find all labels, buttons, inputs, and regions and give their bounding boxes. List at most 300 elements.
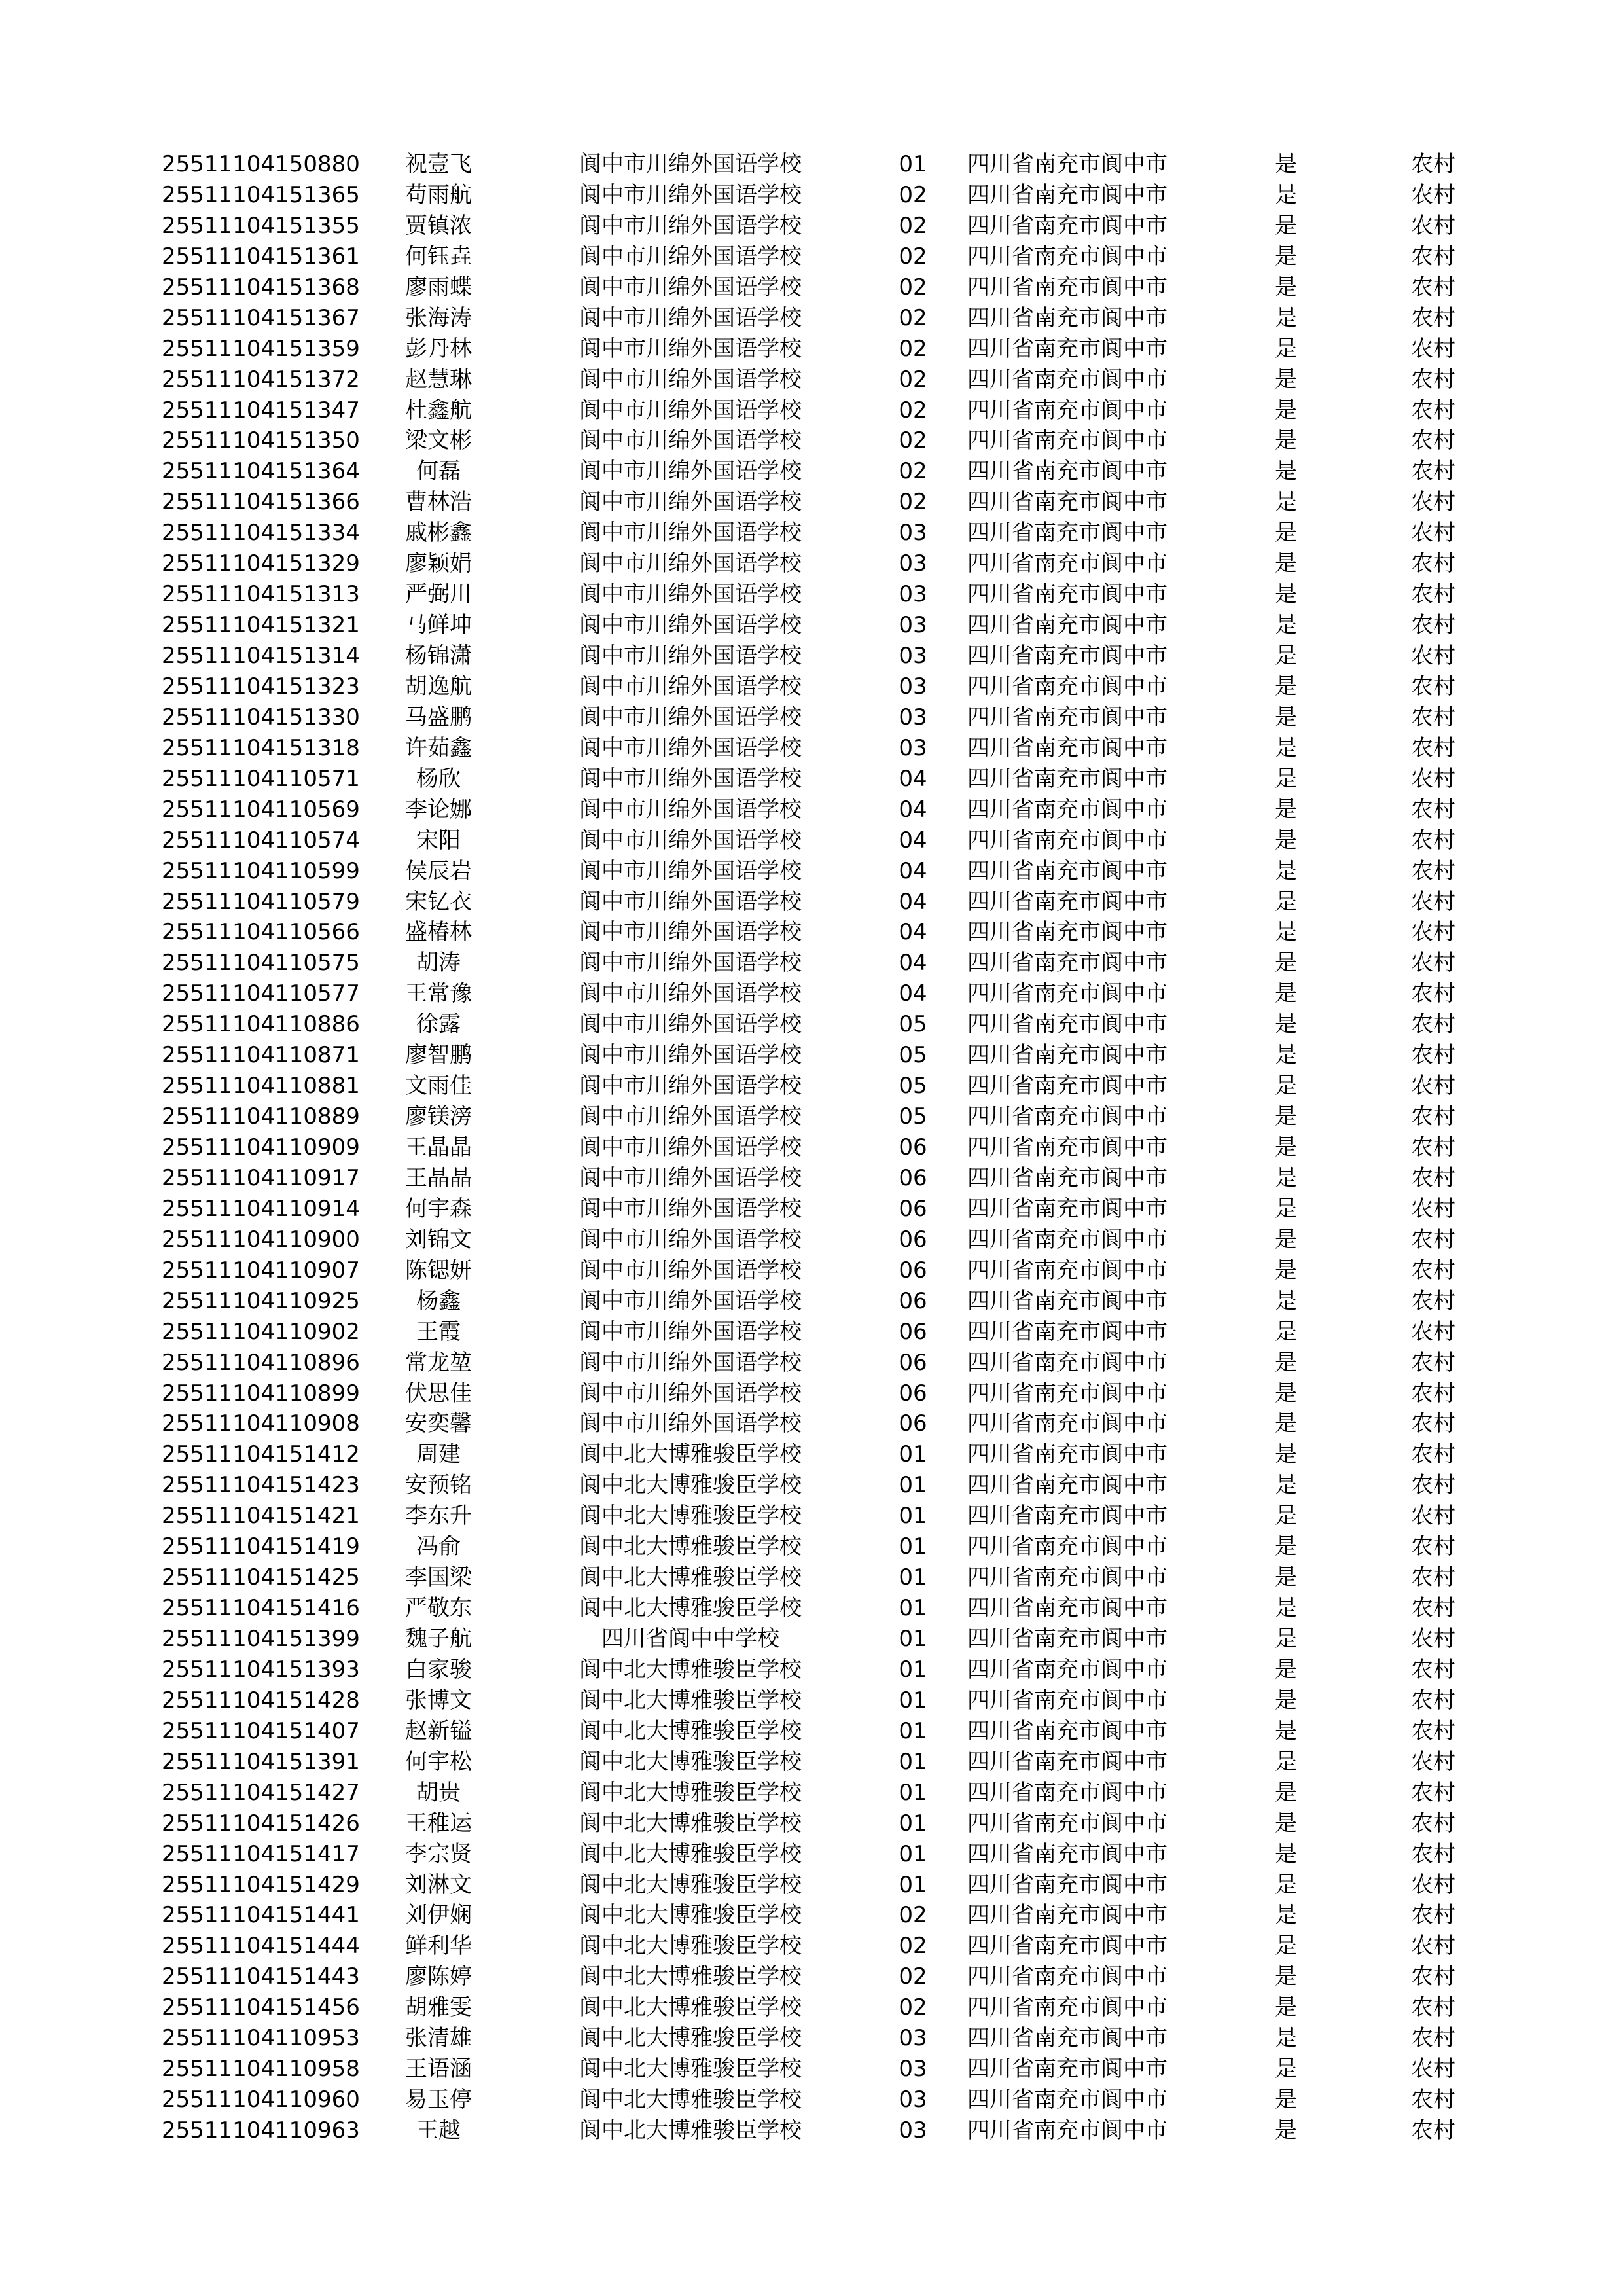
region-cell: 四川省南充市阆中市 — [967, 520, 1168, 547]
class-cell: 02 — [899, 458, 927, 485]
table-row — [0, 1593, 1623, 1624]
school-cell: 阆中市川绵外国语学校 — [579, 1226, 802, 1253]
class-cell: 03 — [899, 581, 927, 608]
school-cell: 阆中市川绵外国语学校 — [579, 1011, 802, 1038]
class-cell: 04 — [899, 980, 927, 1007]
school-cell: 阆中市川绵外国语学校 — [579, 919, 802, 946]
area-type-cell: 农村 — [1411, 458, 1455, 485]
class-cell: 02 — [899, 181, 927, 208]
student-id-cell: 25511104151329 — [162, 550, 360, 577]
student-id-cell: 25511104110574 — [162, 827, 360, 853]
student-name-cell: 张博文 — [405, 1687, 472, 1713]
region-cell: 四川省南充市阆中市 — [967, 1626, 1168, 1652]
flag-cell: 是 — [1275, 857, 1297, 884]
student-name-cell: 李东升 — [405, 1503, 472, 1530]
area-type-cell: 农村 — [1411, 550, 1455, 577]
flag-cell: 是 — [1275, 181, 1297, 208]
school-cell: 阆中市川绵外国语学校 — [579, 520, 802, 547]
class-cell: 06 — [899, 1287, 927, 1314]
student-id-cell: 25511104151347 — [162, 397, 360, 423]
school-cell: 阆中市川绵外国语学校 — [579, 181, 802, 208]
student-id-cell: 25511104110899 — [162, 1380, 360, 1407]
student-name-cell: 刘伊娴 — [405, 1902, 472, 1929]
flag-cell: 是 — [1275, 1472, 1297, 1499]
class-cell: 02 — [899, 366, 927, 393]
region-cell: 四川省南充市阆中市 — [967, 1103, 1168, 1130]
student-name-cell: 常龙堃 — [405, 1349, 472, 1376]
region-cell: 四川省南充市阆中市 — [967, 489, 1168, 516]
class-cell: 02 — [899, 1933, 927, 1960]
area-type-cell: 农村 — [1411, 673, 1455, 700]
student-id-cell: 25511104151366 — [162, 489, 360, 516]
school-cell: 阆中市川绵外国语学校 — [579, 212, 802, 239]
flag-cell: 是 — [1275, 1748, 1297, 1775]
region-cell: 四川省南充市阆中市 — [967, 1073, 1168, 1100]
table-row — [0, 1562, 1623, 1593]
student-name-cell: 安预铭 — [405, 1472, 472, 1499]
region-cell: 四川省南充市阆中市 — [967, 734, 1168, 761]
area-type-cell: 农村 — [1411, 950, 1455, 977]
class-cell: 04 — [899, 765, 927, 792]
school-cell: 阆中市川绵外国语学校 — [579, 857, 802, 884]
flag-cell: 是 — [1275, 2087, 1297, 2113]
school-cell: 四川省阆中中学校 — [601, 1626, 779, 1652]
class-cell: 04 — [899, 950, 927, 977]
student-id-cell: 25511104151426 — [162, 1810, 360, 1837]
student-id-cell: 25511104151368 — [162, 274, 360, 300]
region-cell: 四川省南充市阆中市 — [967, 704, 1168, 730]
student-name-cell: 贾镇浓 — [405, 212, 472, 239]
table-row — [0, 641, 1623, 672]
region-cell: 四川省南充市阆中市 — [967, 612, 1168, 639]
flag-cell: 是 — [1275, 950, 1297, 977]
student-name-cell: 杜鑫航 — [405, 397, 472, 423]
school-cell: 阆中北大博雅骏臣学校 — [579, 1964, 802, 1990]
region-cell: 四川省南充市阆中市 — [967, 581, 1168, 608]
class-cell: 06 — [899, 1164, 927, 1191]
class-cell: 06 — [899, 1226, 927, 1253]
table-row — [0, 1501, 1623, 1532]
school-cell: 阆中市川绵外国语学校 — [579, 888, 802, 915]
class-cell: 03 — [899, 520, 927, 547]
student-name-cell: 杨鑫 — [416, 1287, 461, 1314]
student-id-cell: 25511104150880 — [162, 151, 360, 177]
region-cell: 四川省南充市阆中市 — [967, 1534, 1168, 1560]
student-id-cell: 25511104110886 — [162, 1011, 360, 1038]
area-type-cell: 农村 — [1411, 796, 1455, 823]
student-id-cell: 25511104151330 — [162, 704, 360, 730]
class-cell: 06 — [899, 1195, 927, 1222]
student-name-cell: 文雨佳 — [405, 1073, 472, 1100]
flag-cell: 是 — [1275, 1103, 1297, 1130]
region-cell: 四川省南充市阆中市 — [967, 919, 1168, 946]
student-name-cell: 苟雨航 — [405, 181, 472, 208]
student-name-cell: 杨锦潇 — [405, 643, 472, 669]
flag-cell: 是 — [1275, 1626, 1297, 1652]
flag-cell: 是 — [1275, 1871, 1297, 1898]
flag-cell: 是 — [1275, 1318, 1297, 1345]
school-cell: 阆中市川绵外国语学校 — [579, 151, 802, 177]
student-name-cell: 周建 — [416, 1441, 461, 1468]
flag-cell: 是 — [1275, 581, 1297, 608]
area-type-cell: 农村 — [1411, 1073, 1455, 1100]
table-row — [0, 978, 1623, 1009]
table-row — [0, 1655, 1623, 1685]
class-cell: 06 — [899, 1134, 927, 1160]
region-cell: 四川省南充市阆中市 — [967, 1441, 1168, 1468]
region-cell: 四川省南充市阆中市 — [967, 888, 1168, 915]
area-type-cell: 农村 — [1411, 1441, 1455, 1468]
region-cell: 四川省南充市阆中市 — [967, 765, 1168, 792]
table-row — [0, 1470, 1623, 1501]
school-cell: 阆中市川绵外国语学校 — [579, 1103, 802, 1130]
school-cell: 阆中市川绵外国语学校 — [579, 458, 802, 485]
flag-cell: 是 — [1275, 612, 1297, 639]
student-name-cell: 安奕馨 — [405, 1410, 472, 1437]
school-cell: 阆中北大博雅骏臣学校 — [579, 1994, 802, 2021]
class-cell: 01 — [899, 1534, 927, 1560]
student-name-cell: 戚彬鑫 — [405, 520, 472, 547]
student-id-cell: 25511104110889 — [162, 1103, 360, 1130]
class-cell: 03 — [899, 2087, 927, 2113]
student-name-cell: 宋阳 — [416, 827, 461, 853]
flag-cell: 是 — [1275, 1164, 1297, 1191]
flag-cell: 是 — [1275, 1441, 1297, 1468]
class-cell: 04 — [899, 827, 927, 853]
region-cell: 四川省南充市阆中市 — [967, 2087, 1168, 2113]
class-cell: 02 — [899, 489, 927, 516]
student-name-cell: 严弼川 — [405, 581, 472, 608]
area-type-cell: 农村 — [1411, 181, 1455, 208]
table-row — [0, 518, 1623, 548]
school-cell: 阆中市川绵外国语学校 — [579, 1257, 802, 1283]
school-cell: 阆中北大博雅骏臣学校 — [579, 1534, 802, 1560]
region-cell: 四川省南充市阆中市 — [967, 643, 1168, 669]
flag-cell: 是 — [1275, 1840, 1297, 1867]
student-id-cell: 25511104110914 — [162, 1195, 360, 1222]
table-row — [0, 1225, 1623, 1255]
school-cell: 阆中北大博雅骏臣学校 — [579, 1441, 802, 1468]
student-name-cell: 马鲜坤 — [405, 612, 472, 639]
area-type-cell: 农村 — [1411, 1626, 1455, 1652]
school-cell: 阆中北大博雅骏臣学校 — [579, 1840, 802, 1867]
table-row — [0, 180, 1623, 211]
student-name-cell: 刘淋文 — [405, 1871, 472, 1898]
flag-cell: 是 — [1275, 397, 1297, 423]
table-row — [0, 487, 1623, 518]
school-cell: 阆中北大博雅骏臣学校 — [579, 2025, 802, 2052]
student-name-cell: 廖智鹏 — [405, 1042, 472, 1069]
student-id-cell: 25511104151427 — [162, 1779, 360, 1806]
student-name-cell: 魏子航 — [405, 1626, 472, 1652]
region-cell: 四川省南充市阆中市 — [967, 397, 1168, 423]
table-row — [0, 1839, 1623, 1870]
school-cell: 阆中北大博雅骏臣学校 — [579, 1871, 802, 1898]
table-row — [0, 1808, 1623, 1839]
flag-cell: 是 — [1275, 704, 1297, 730]
flag-cell: 是 — [1275, 1410, 1297, 1437]
student-name-cell: 王常豫 — [405, 980, 472, 1007]
school-cell: 阆中北大博雅骏臣学校 — [579, 1933, 802, 1960]
table-row — [0, 334, 1623, 365]
table-row — [0, 1132, 1623, 1163]
class-cell: 01 — [899, 1840, 927, 1867]
class-cell: 01 — [899, 1503, 927, 1530]
flag-cell: 是 — [1275, 2025, 1297, 2052]
area-type-cell: 农村 — [1411, 1902, 1455, 1929]
area-type-cell: 农村 — [1411, 827, 1455, 853]
class-cell: 02 — [899, 212, 927, 239]
student-id-cell: 25511104151443 — [162, 1964, 360, 1990]
flag-cell: 是 — [1275, 1534, 1297, 1560]
school-cell: 阆中市川绵外国语学校 — [579, 427, 802, 454]
student-id-cell: 25511104110958 — [162, 2056, 360, 2083]
student-name-cell: 侯辰岩 — [405, 857, 472, 884]
region-cell: 四川省南充市阆中市 — [967, 1687, 1168, 1713]
student-name-cell: 许茹鑫 — [405, 734, 472, 761]
flag-cell: 是 — [1275, 550, 1297, 577]
class-cell: 05 — [899, 1103, 927, 1130]
table-row — [0, 242, 1623, 272]
area-type-cell: 农村 — [1411, 1779, 1455, 1806]
student-id-cell: 25511104110566 — [162, 919, 360, 946]
student-name-cell: 胡逸航 — [405, 673, 472, 700]
area-type-cell: 农村 — [1411, 520, 1455, 547]
flag-cell: 是 — [1275, 1933, 1297, 1960]
class-cell: 01 — [899, 1564, 927, 1591]
table-row — [0, 303, 1623, 334]
flag-cell: 是 — [1275, 980, 1297, 1007]
student-name-cell: 张清雄 — [405, 2025, 472, 2052]
student-name-cell: 刘锦文 — [405, 1226, 472, 1253]
student-name-cell: 张海涛 — [405, 304, 472, 331]
table-row — [0, 1962, 1623, 1992]
region-cell: 四川省南充市阆中市 — [967, 1380, 1168, 1407]
student-id-cell: 25511104151441 — [162, 1902, 360, 1929]
region-cell: 四川省南充市阆中市 — [967, 1226, 1168, 1253]
region-cell: 四川省南充市阆中市 — [967, 304, 1168, 331]
area-type-cell: 农村 — [1411, 734, 1455, 761]
table-row — [0, 1931, 1623, 1962]
area-type-cell: 农村 — [1411, 212, 1455, 239]
class-cell: 06 — [899, 1410, 927, 1437]
student-name-cell: 鲜利华 — [405, 1933, 472, 1960]
student-name-cell: 杨欣 — [416, 765, 461, 792]
student-name-cell: 王霞 — [416, 1318, 461, 1345]
area-type-cell: 农村 — [1411, 919, 1455, 946]
area-type-cell: 农村 — [1411, 1226, 1455, 1253]
table-row — [0, 2115, 1623, 2146]
region-cell: 四川省南充市阆中市 — [967, 335, 1168, 362]
class-cell: 05 — [899, 1011, 927, 1038]
flag-cell: 是 — [1275, 888, 1297, 915]
area-type-cell: 农村 — [1411, 888, 1455, 915]
table-row — [0, 579, 1623, 610]
table-row — [0, 1624, 1623, 1655]
area-type-cell: 农村 — [1411, 1103, 1455, 1130]
school-cell: 阆中市川绵外国语学校 — [579, 704, 802, 730]
student-id-cell: 25511104110871 — [162, 1042, 360, 1069]
school-cell: 阆中市川绵外国语学校 — [579, 1349, 802, 1376]
student-name-cell: 严敬东 — [405, 1595, 472, 1622]
class-cell: 01 — [899, 1871, 927, 1898]
table-row — [0, 2054, 1623, 2085]
school-cell: 阆中市川绵外国语学校 — [579, 397, 802, 423]
region-cell: 四川省南充市阆中市 — [967, 458, 1168, 485]
flag-cell: 是 — [1275, 1779, 1297, 1806]
class-cell: 01 — [899, 1717, 927, 1744]
region-cell: 四川省南充市阆中市 — [967, 980, 1168, 1007]
flag-cell: 是 — [1275, 734, 1297, 761]
table-row — [0, 1992, 1623, 2023]
area-type-cell: 农村 — [1411, 1257, 1455, 1283]
class-cell: 02 — [899, 243, 927, 270]
school-cell: 阆中市川绵外国语学校 — [579, 1410, 802, 1437]
region-cell: 四川省南充市阆中市 — [967, 1134, 1168, 1160]
student-id-cell: 25511104110960 — [162, 2087, 360, 2113]
class-cell: 02 — [899, 335, 927, 362]
flag-cell: 是 — [1275, 274, 1297, 300]
class-cell: 01 — [899, 1626, 927, 1652]
flag-cell: 是 — [1275, 335, 1297, 362]
region-cell: 四川省南充市阆中市 — [967, 366, 1168, 393]
area-type-cell: 农村 — [1411, 1042, 1455, 1069]
table-row — [0, 1747, 1623, 1778]
area-type-cell: 农村 — [1411, 1748, 1455, 1775]
student-name-cell: 胡涛 — [416, 950, 461, 977]
table-row — [0, 702, 1623, 733]
region-cell: 四川省南充市阆中市 — [967, 1287, 1168, 1314]
school-cell: 阆中市川绵外国语学校 — [579, 304, 802, 331]
student-id-cell: 25511104110917 — [162, 1164, 360, 1191]
student-id-cell: 25511104110577 — [162, 980, 360, 1007]
school-cell: 阆中市川绵外国语学校 — [579, 1287, 802, 1314]
school-cell: 阆中市川绵外国语学校 — [579, 1134, 802, 1160]
flag-cell: 是 — [1275, 304, 1297, 331]
region-cell: 四川省南充市阆中市 — [967, 1810, 1168, 1837]
student-id-cell: 25511104151313 — [162, 581, 360, 608]
area-type-cell: 农村 — [1411, 980, 1455, 1007]
flag-cell: 是 — [1275, 458, 1297, 485]
area-type-cell: 农村 — [1411, 1810, 1455, 1837]
area-type-cell: 农村 — [1411, 1380, 1455, 1407]
area-type-cell: 农村 — [1411, 643, 1455, 669]
table-row — [0, 1102, 1623, 1132]
class-cell: 03 — [899, 2056, 927, 2083]
school-cell: 阆中市川绵外国语学校 — [579, 335, 802, 362]
area-type-cell: 农村 — [1411, 2025, 1455, 2052]
student-name-cell: 易玉停 — [405, 2087, 472, 2113]
student-name-cell: 胡雅雯 — [405, 1994, 472, 2021]
table-row — [0, 1040, 1623, 1071]
area-type-cell: 农村 — [1411, 765, 1455, 792]
student-name-cell: 廖颖娟 — [405, 550, 472, 577]
student-name-cell: 廖镁滂 — [405, 1103, 472, 1130]
student-id-cell: 25511104110908 — [162, 1410, 360, 1437]
flag-cell: 是 — [1275, 1257, 1297, 1283]
flag-cell: 是 — [1275, 489, 1297, 516]
region-cell: 四川省南充市阆中市 — [967, 1564, 1168, 1591]
area-type-cell: 农村 — [1411, 151, 1455, 177]
student-id-cell: 25511104151419 — [162, 1534, 360, 1560]
student-name-cell: 冯俞 — [416, 1534, 461, 1560]
student-id-cell: 25511104151412 — [162, 1441, 360, 1468]
table-row — [0, 917, 1623, 948]
flag-cell: 是 — [1275, 520, 1297, 547]
flag-cell: 是 — [1275, 1717, 1297, 1744]
area-type-cell: 农村 — [1411, 1595, 1455, 1622]
school-cell: 阆中北大博雅骏臣学校 — [579, 1717, 802, 1744]
flag-cell: 是 — [1275, 827, 1297, 853]
school-cell: 阆中北大博雅骏臣学校 — [579, 1902, 802, 1929]
region-cell: 四川省南充市阆中市 — [967, 1503, 1168, 1530]
school-cell: 阆中市川绵外国语学校 — [579, 980, 802, 1007]
school-cell: 阆中市川绵外国语学校 — [579, 550, 802, 577]
student-name-cell: 胡贵 — [416, 1779, 461, 1806]
class-cell: 01 — [899, 151, 927, 177]
flag-cell: 是 — [1275, 1810, 1297, 1837]
school-cell: 阆中北大博雅骏臣学校 — [579, 2087, 802, 2113]
table-row — [0, 1009, 1623, 1040]
student-id-cell: 25511104151391 — [162, 1748, 360, 1775]
school-cell: 阆中市川绵外国语学校 — [579, 1195, 802, 1222]
flag-cell: 是 — [1275, 1964, 1297, 1990]
student-name-cell: 白家骏 — [405, 1656, 472, 1683]
school-cell: 阆中市川绵外国语学校 — [579, 734, 802, 761]
student-id-cell: 25511104110881 — [162, 1073, 360, 1100]
student-id-cell: 25511104151361 — [162, 243, 360, 270]
table-row — [0, 1439, 1623, 1470]
class-cell: 02 — [899, 274, 927, 300]
class-cell: 04 — [899, 888, 927, 915]
flag-cell: 是 — [1275, 1349, 1297, 1376]
area-type-cell: 农村 — [1411, 1195, 1455, 1222]
table-row — [0, 2023, 1623, 2054]
region-cell: 四川省南充市阆中市 — [967, 1349, 1168, 1376]
flag-cell: 是 — [1275, 243, 1297, 270]
region-cell: 四川省南充市阆中市 — [967, 550, 1168, 577]
flag-cell: 是 — [1275, 643, 1297, 669]
table-row — [0, 948, 1623, 978]
student-id-cell: 25511104151417 — [162, 1840, 360, 1867]
student-name-cell: 王晶晶 — [405, 1164, 472, 1191]
table-row — [0, 887, 1623, 918]
student-name-cell: 宋钇衣 — [405, 888, 472, 915]
area-type-cell: 农村 — [1411, 1994, 1455, 2021]
class-cell: 02 — [899, 1964, 927, 1990]
school-cell: 阆中北大博雅骏臣学校 — [579, 1810, 802, 1837]
flag-cell: 是 — [1275, 1134, 1297, 1160]
table-row — [0, 2085, 1623, 2115]
table-row — [0, 795, 1623, 825]
table-row — [0, 1317, 1623, 1348]
flag-cell: 是 — [1275, 1503, 1297, 1530]
student-name-cell: 李论娜 — [405, 796, 472, 823]
student-id-cell: 25511104151399 — [162, 1626, 360, 1652]
table-row — [0, 1286, 1623, 1317]
student-id-cell: 25511104151416 — [162, 1595, 360, 1622]
student-name-cell: 何磊 — [416, 458, 461, 485]
area-type-cell: 农村 — [1411, 1503, 1455, 1530]
student-id-cell: 25511104110579 — [162, 888, 360, 915]
school-cell: 阆中市川绵外国语学校 — [579, 827, 802, 853]
student-name-cell: 廖陈婷 — [405, 1964, 472, 1990]
student-id-cell: 25511104110902 — [162, 1318, 360, 1345]
school-cell: 阆中市川绵外国语学校 — [579, 1042, 802, 1069]
region-cell: 四川省南充市阆中市 — [967, 1195, 1168, 1222]
class-cell: 03 — [899, 2117, 927, 2144]
class-cell: 01 — [899, 1779, 927, 1806]
